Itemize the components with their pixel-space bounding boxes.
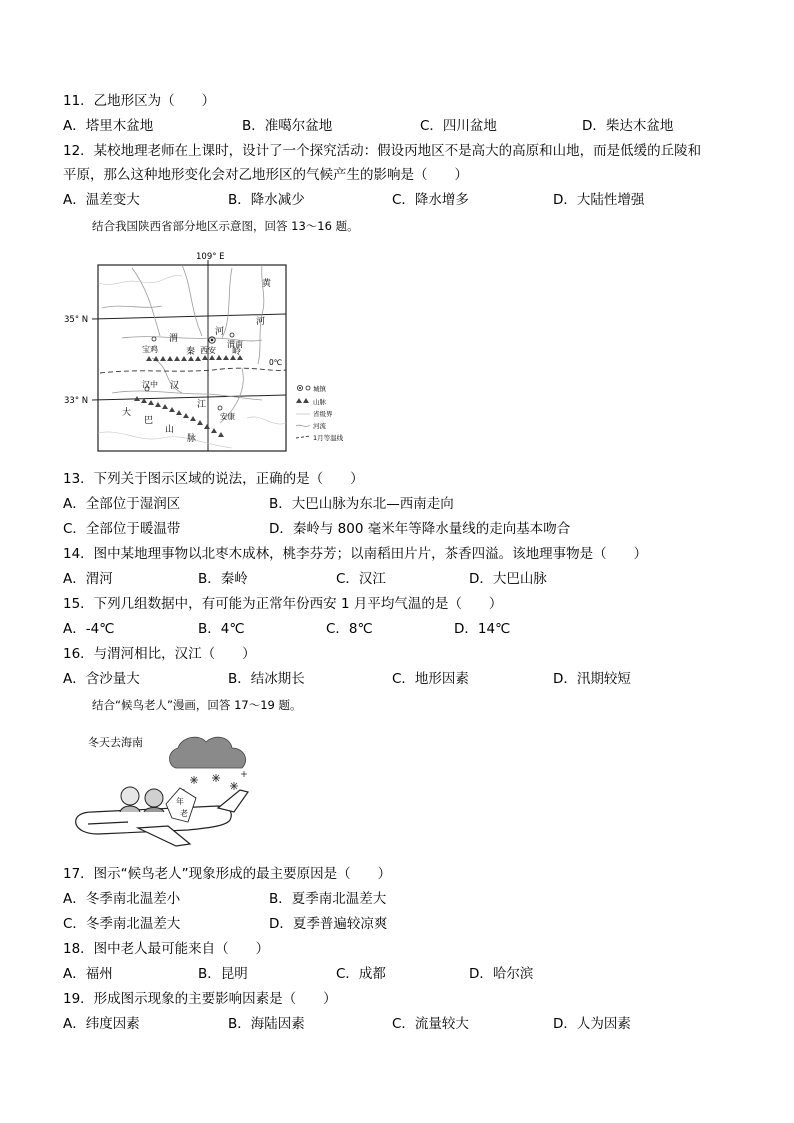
map-legend [296,384,344,442]
q13-stem: 13．下列关于图示区域的说法，正确的是（ ） [63,471,364,487]
map-label-jiang: 江 [197,400,207,410]
legend-river: 河流 [313,422,326,430]
q11-option-b: B．准噶尔盆地 [242,118,333,134]
q16-option-b: B．结冰期长 [228,671,305,687]
q15-option-d: D．14℃ [454,621,511,637]
q14-stem: 14．图中某地理事物以北枣木成林，桃李芬芳；以南稻田片片，茶香四溢。该地理事物是（ ） [63,546,648,562]
sign-char-1: 年 [176,797,184,806]
q14-option-d: D．大巴山脉 [469,571,547,587]
q12-option-b: B．降水减少 [228,192,305,208]
q16-option-c: C．地形因素 [392,671,469,687]
map-label-han: 汉 [170,381,180,391]
map-label-xian: 西安 [200,346,216,355]
q13-option-b: B．大巴山脉为东北—西南走向 [269,496,454,512]
map-label-ling: 岭 [232,347,242,357]
legend-border: 省级界 [313,410,333,418]
map-isotherm-label: 0℃ [269,358,283,367]
elder-woman-head [145,789,163,807]
q14-option-a: A．渭河 [63,571,113,587]
q17-option-c: C．冬季南北温差大 [63,916,181,932]
q17-option-b: B．夏季南北温差大 [269,891,387,907]
elderly-passengers [120,787,164,812]
q14-option-b: B．秦岭 [198,571,248,587]
map-lon-label: 109° E [196,252,225,262]
cartoon-caption: 冬天去海南 [88,736,143,749]
migratory-elderly-cartoon [68,728,268,848]
map-label-weinan: 渭南 [227,340,243,349]
map-label-baoji: 宝鸡 [142,345,158,354]
q11-option-c: C．四川盆地 [420,118,497,134]
snowflake-icons [181,771,247,795]
q17-option-d: D．夏季普遍较凉爽 [269,916,388,932]
q11-option-d: D．柴达木盆地 [582,118,674,134]
q15-option-b: B．4℃ [198,621,245,637]
q17-stem: 17．图示“候鸟老人”现象形成的最主要原因是（ ） [63,866,392,882]
q18-option-b: B．昆明 [198,966,248,982]
q18-option-d: D．哈尔滨 [469,966,534,982]
shaanxi-map [62,248,362,456]
q19-option-a: A．纬度因素 [63,1016,140,1032]
map-label-he1: 河 [215,327,225,337]
intro-13-16: 结合我国陕西省部分地区示意图，回答 13～16 题。 [92,219,359,233]
q12-stem-line1: 12．某校地理老师在上课时，设计了一个探究活动：假设丙地区不是高大的高原和山地，而是低缓的丘陵和 [63,143,702,159]
map-label-he2: 河 [256,317,266,327]
q19-stem: 19．形成图示现象的主要影响因素是（ ） [63,991,337,1007]
map-label-huang: 黄 [262,279,272,289]
q12-option-a: A．温差变大 [63,192,140,208]
map-label-ba: 巴 [144,416,154,426]
map-label-da: 大 [122,408,132,418]
q16-stem: 16．与渭河相比，汉江（ ） [63,646,256,662]
elder-man-head [121,787,139,805]
q18-stem: 18．图中老人最可能来自（ ） [63,941,270,957]
q17-option-a: A．冬季南北温差小 [63,891,181,907]
legend-isotherm: 1月等温线 [313,434,344,442]
q14-option-c: C．汉江 [336,571,386,587]
q13-option-d: D．秦岭与 800 毫米年等降水量线的走向基本吻合 [269,521,571,537]
sign-char-2: 老 [180,809,188,818]
q16-option-a: A．含沙量大 [63,671,140,687]
map-label-shan: 山 [165,425,175,435]
map-label-wei: 渭 [169,334,179,344]
map-lat33-label: 33° N [64,396,89,406]
map-lat35-label: 35° N [64,315,89,325]
q16-option-d: D．汛期较短 [553,671,631,687]
q15-option-c: C．8℃ [326,621,373,637]
q11-stem: 11．乙地形区为（ ） [63,93,216,109]
q19-option-d: D．人为因素 [553,1016,631,1032]
intro-17-19: 结合“候鸟老人”漫画，回答 17～19 题。 [92,698,302,712]
q15-option-a: A．-4℃ [63,621,115,637]
map-label-mai: 脉 [187,434,197,444]
q18-option-a: A．福州 [63,966,113,982]
map-label-ankang: 安康 [220,412,235,421]
q18-option-c: C．成都 [336,966,386,982]
map-label-hanzhong: 汉中 [142,380,158,389]
map-label-qin: 秦 [186,347,196,357]
q13-option-a: A．全部位于湿润区 [63,496,181,512]
q12-option-d: D．大陆性增强 [553,192,645,208]
q12-stem-line2: 平原，那么这种地形变化会对乙地形区的气候产生的影响是（ ） [63,167,468,183]
q11-option-a: A．塔里木盆地 [63,118,154,134]
snow-cloud-icon [170,737,246,768]
q13-option-c: C．全部位于暖温带 [63,521,181,537]
q12-option-c: C．降水增多 [392,192,469,208]
q15-stem: 15．下列几组数据中，有可能为正常年份西安 1 月平均气温的是（ ） [63,596,503,612]
legend-town: 城镇 [313,385,326,393]
legend-mountain: 山脉 [313,398,326,406]
q19-option-b: B．海陆因素 [228,1016,305,1032]
q19-option-c: C．流量较大 [392,1016,469,1032]
